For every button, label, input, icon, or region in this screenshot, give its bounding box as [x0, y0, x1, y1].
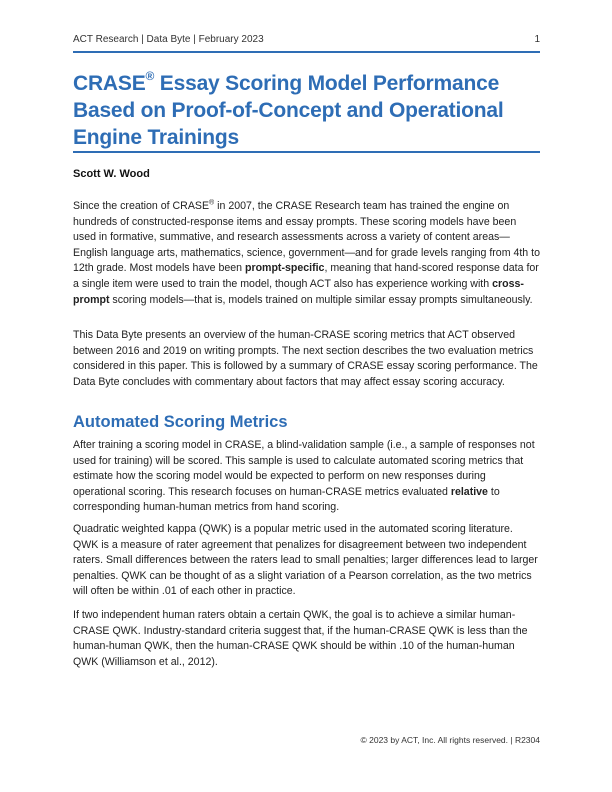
title-part2: Essay Scoring Model Performance Based on Proof-of-Concept and Operational Engine Trainings: [73, 72, 504, 149]
page-number: 1: [534, 34, 540, 45]
p3-text-a: After training a scoring model in CRASE, a blind-validation sample (i.e., a sample of responses not used for training) will be scored. This sample is used to calculate automated scoring metrics that estimate how the scoring model would be expected to perform on new responses during operational scoring. This research focuses on human-CRASE metrics evaluated: [73, 439, 535, 498]
p3-bold-relative: relative: [450, 485, 488, 498]
p1-text-b: in 2007, the CRASE Research team has trained the engine on hundreds of constructed-response items and essay prompts. These scoring models have been used in formative, summative, and research assessments across a variety of content areas—English language arts, mathematics, science, government—and for grade levels ranging from 4th to 12th grade. Most models have been: [73, 200, 540, 275]
paragraph-metrics: [73, 438, 540, 516]
paragraph-overview: This Data Byte presents an overview of the human-CRASE scoring metrics that ACT observed between 2016 and 2019 on writing prompts. The next section describes the two evaluation metrics considered in this paper. This is followed by a summary of CRASE essay scoring performance. The Data Byte concludes with commentary about factors that may affect essay scoring accuracy.: [73, 329, 538, 388]
header-text: ACT Research | Data Byte | February 2023: [73, 34, 264, 45]
paragraph-criteria: If two independent human raters obtain a certain QWK, the goal is to achieve a similar human-CRASE QWK. Industry-standard criteria suggest that, if the human-CRASE QWK is less than the human-human QWK, then the human-CRASE QWK should be within .10 of the human-human QWK (Williamson et al., 2012).: [73, 609, 528, 668]
paragraph-qwk: Quadratic weighted kappa (QWK) is a popular metric used in the automated scoring literature. QWK is a measure of rater agreement that penalizes for disagreement between two independent raters. Small differences between the raters lead to small penalties; larger differences lead to larger penalties. QWK can be thought of as a slight variation of a Pearson correlation, as the two metrics will often be within .01 of each other in practice.: [73, 523, 538, 598]
p1-text-d: scoring models—that is, models trained on multiple similar essay prompts simultaneously.: [109, 293, 533, 306]
paragraph-intro: [73, 199, 540, 308]
registered-mark: ®: [145, 69, 155, 83]
section-heading: Automated Scoring Metrics: [73, 413, 288, 431]
running-header: [73, 33, 540, 53]
page-title: [73, 70, 540, 151]
p1-bold-prompt-specific: prompt-specific: [244, 262, 325, 275]
title-block: [73, 70, 540, 151]
p1-bold-cross-prompt: cross-prompt: [73, 277, 524, 306]
p3-text-b: to corresponding human-human metrics from hand scoring.: [73, 485, 500, 514]
title-part1: CRASE: [73, 72, 146, 95]
p1-text-c: , meaning that hand-scored response data for a single item were used to train the model, though ACT also has experience working with: [73, 262, 539, 290]
p1-text-a: Since the creation of CRASE: [73, 200, 210, 212]
p1-registered-mark: ®: [209, 199, 215, 207]
title-divider: [73, 151, 540, 153]
copyright-footer: © 2023 by ACT, Inc. All rights reserved. | R2304: [360, 735, 540, 745]
author-name: Scott W. Wood: [73, 168, 150, 180]
